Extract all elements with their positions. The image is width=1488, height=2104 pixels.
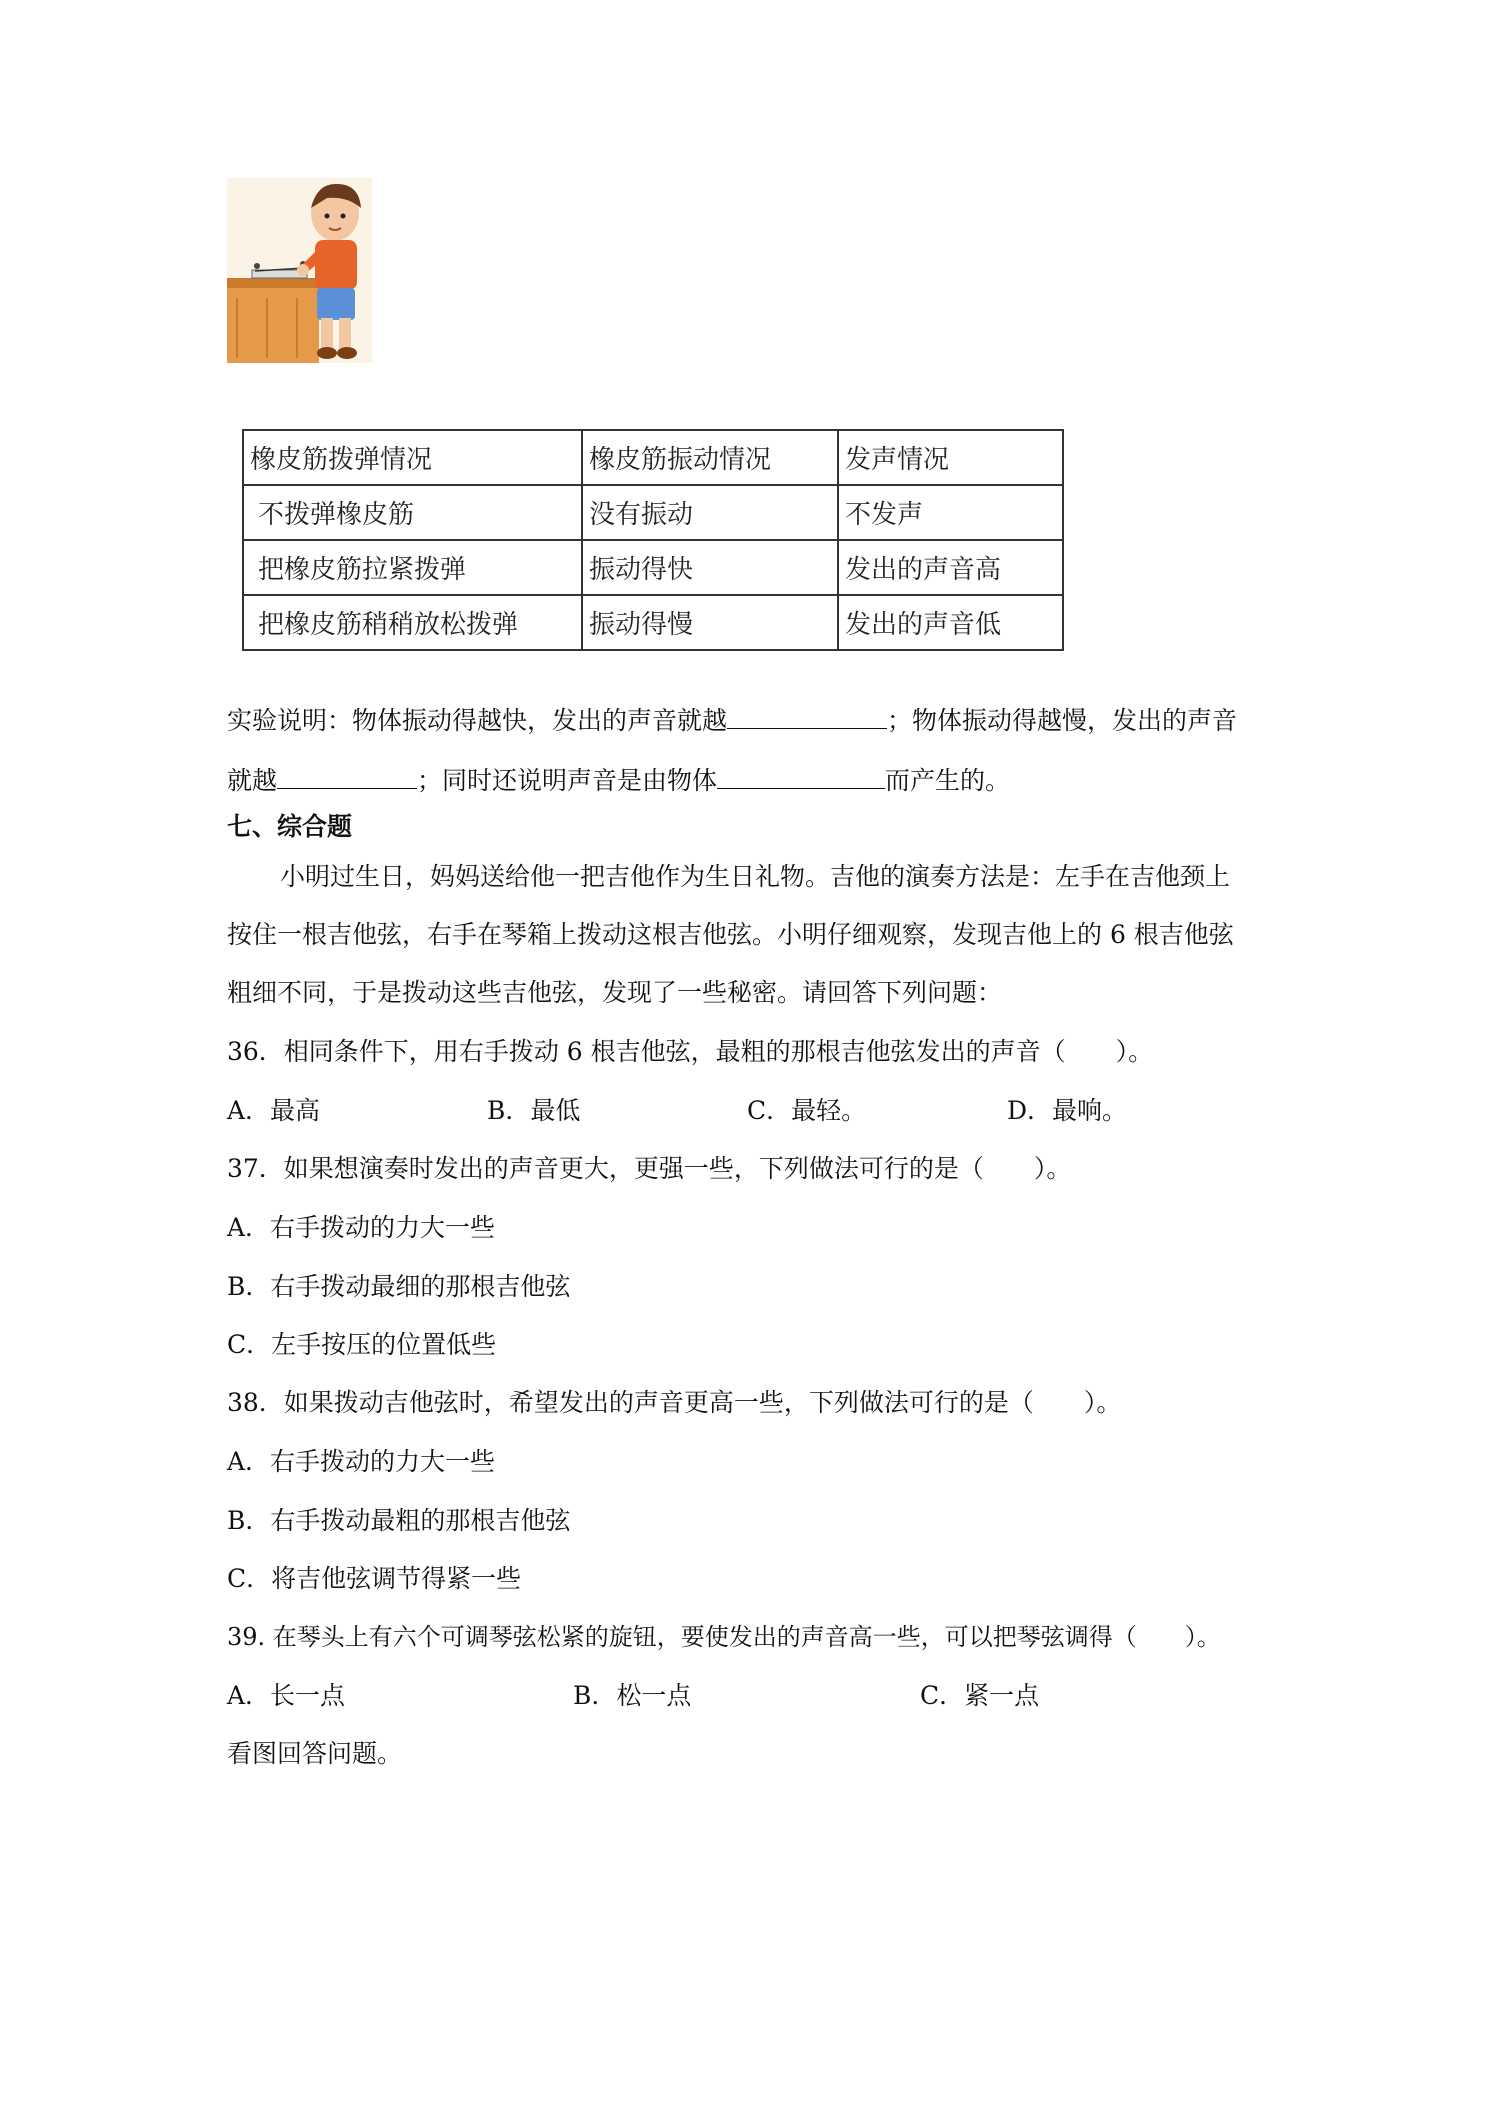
intro-line: 小明过生日，妈妈送给他一把吉他作为生日礼物。吉他的演奏方法是：左手在吉他颈上 [280, 862, 1231, 891]
table-header-cell: 发声情况 [838, 430, 1063, 485]
answer-blank[interactable] [277, 762, 417, 789]
experiment-table [242, 429, 1064, 651]
q36-option-c[interactable]: C．最轻。 [747, 1096, 867, 1125]
q36-option-b[interactable]: B．最低 [487, 1096, 581, 1125]
question-39-stem: 39. 在琴头上有六个可调琴弦松紧的旋钮，要使发出的声音高一些，可以把琴弦调得（ ）。 [227, 1623, 1221, 1651]
q38-option-c[interactable]: C．将吉他弦调节得紧一些 [227, 1564, 522, 1593]
table-cell: 没有振动 [582, 485, 838, 540]
section-heading: 七、综合题 [227, 812, 353, 841]
explanation-text: 而产生的。 [885, 766, 1011, 795]
q36-option-d[interactable]: D．最响。 [1007, 1096, 1128, 1125]
explanation-text: ；同时还说明声音是由物体 [417, 766, 718, 795]
table-cell: 把橡皮筋拉紧拨弹 [243, 540, 582, 595]
table-cell: 不发声 [838, 485, 1063, 540]
answer-blank[interactable] [727, 702, 887, 729]
explanation-text: 实验说明：物体振动得越快，发出的声音就越 [227, 706, 728, 735]
table-row [243, 485, 1063, 540]
q36-option-a[interactable]: A．最高 [227, 1096, 321, 1125]
explanation-text: 就越 [227, 766, 278, 795]
question-38-stem: 38．如果拨动吉他弦时，希望发出的声音更高一些，下列做法可行的是（ ）。 [227, 1388, 1122, 1417]
table-cell: 把橡皮筋稍稍放松拨弹 [243, 595, 582, 650]
q37-option-c[interactable]: C．左手按压的位置低些 [227, 1330, 497, 1359]
q39-option-b[interactable]: B．松一点 [573, 1681, 692, 1710]
q38-option-a[interactable]: A．右手拨动的力大一些 [227, 1447, 496, 1476]
table-header-cell: 橡皮筋拨弹情况 [243, 430, 582, 485]
boy-plucking-rubber-band-illustration [227, 178, 372, 363]
table-cell: 发出的声音低 [838, 595, 1063, 650]
intro-line: 按住一根吉他弦，右手在琴箱上拨动这根吉他弦。小明仔细观察，发现吉他上的 6 根吉他弦 [227, 920, 1234, 949]
question-36-stem: 36．相同条件下，用右手拨动 6 根吉他弦，最粗的那根吉他弦发出的声音（ ）。 [227, 1037, 1154, 1066]
table-cell: 不拨弹橡皮筋 [243, 485, 582, 540]
q38-option-b[interactable]: B．右手拨动最粗的那根吉他弦 [227, 1506, 571, 1535]
table-cell: 发出的声音高 [838, 540, 1063, 595]
question-37-stem: 37．如果想演奏时发出的声音更大，更强一些，下列做法可行的是（ ）。 [227, 1154, 1072, 1183]
table-cell: 振动得快 [582, 540, 838, 595]
table-header-cell: 橡皮筋振动情况 [582, 430, 838, 485]
table-cell: 振动得慢 [582, 595, 838, 650]
table-header-row [243, 430, 1063, 485]
q39-option-c[interactable]: C．紧一点 [920, 1681, 1040, 1710]
table-row [243, 595, 1063, 650]
explanation-line-1 [227, 702, 1237, 738]
intro-line: 粗细不同，于是拨动这些吉他弦，发现了一些秘密。请回答下列问题： [227, 978, 1003, 1007]
explanation-line-2 [227, 762, 1010, 798]
explanation-text: ；物体振动得越慢，发出的声音 [887, 706, 1238, 735]
look-at-picture-prompt: 看图回答问题。 [227, 1739, 403, 1768]
q37-option-a[interactable]: A．右手拨动的力大一些 [227, 1213, 496, 1242]
answer-blank[interactable] [717, 762, 885, 789]
q37-option-b[interactable]: B．右手拨动最细的那根吉他弦 [227, 1272, 571, 1301]
q39-option-a[interactable]: A．长一点 [227, 1681, 346, 1710]
table-row [243, 540, 1063, 595]
